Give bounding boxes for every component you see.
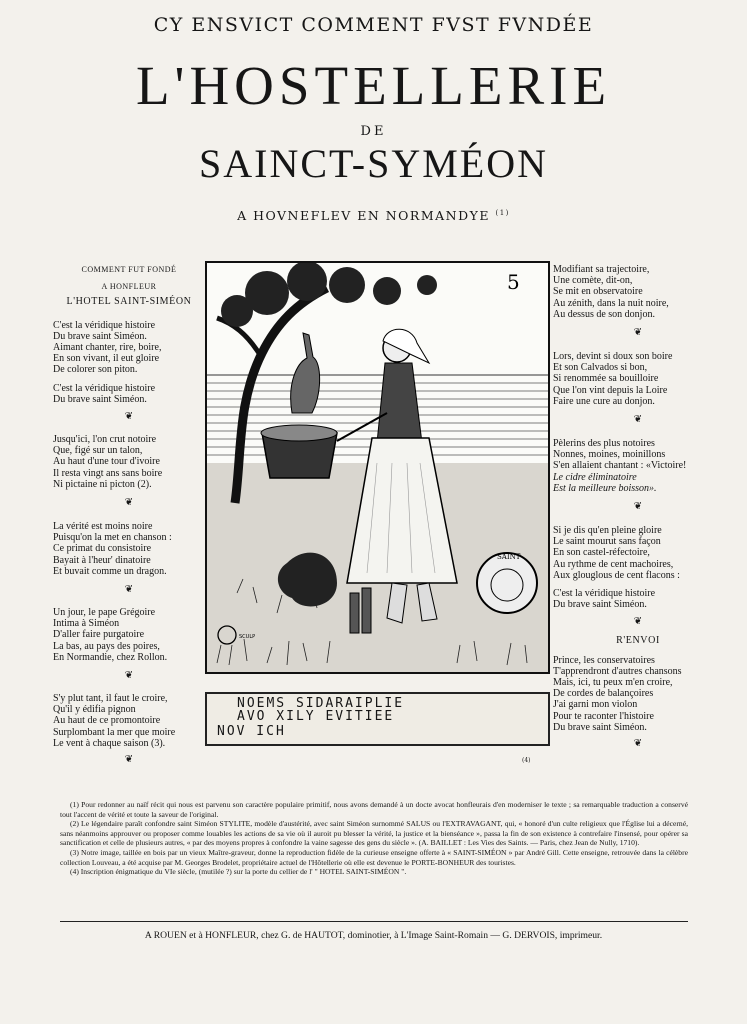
left-heading-3: L'HOTEL SAINT-SIMÉON	[66, 296, 192, 308]
verse-line: Qu'il y édifia pignon	[53, 704, 136, 716]
right-poem-column	[553, 264, 723, 755]
verse-line: Une comète, dit-on,	[553, 275, 633, 287]
plaque-line-1: NOEMS SIDARAIPLIE	[237, 696, 405, 711]
verse-line: En Normandie, chez Rollon.	[53, 651, 168, 663]
left-heading-1: COMMENT FUT FONDÉ	[81, 265, 177, 274]
verse-line: C'est la véridique histoire	[53, 382, 156, 394]
subtitle-text: A HOVNEFLEV EN NORMANDYE	[237, 208, 490, 223]
right-stanza-3	[553, 438, 723, 494]
verse-line: Prince, les conservatoires	[553, 654, 655, 666]
verse-line: Au rythme de cent machoires,	[553, 558, 674, 570]
verse-line: Aimant chanter, rire, boire,	[53, 342, 162, 354]
fleuron-ornament: ❦	[633, 414, 643, 426]
verse-line: Du brave saint Siméon.	[53, 393, 147, 405]
right-stanza-2	[553, 351, 723, 407]
envoi-title: R'ENVOI	[616, 635, 660, 647]
verse-line: Au haut de ce promontoire	[53, 715, 161, 727]
verse-line: Un jour, le pape Grégoire	[53, 607, 156, 619]
verse-line: Mais, ici, tu peux m'en croire,	[553, 677, 673, 689]
left-stanza-1	[53, 320, 205, 376]
engraver-signature: SCULP	[239, 634, 256, 640]
footnote-1: (1) Pour redonner au naïf récit qui nous est parvenu son caractère populaire primitif, nous avons demandé à un docte avocat honfleurais d'en moderniser le texte ; sa remarquable traduction a conservé tout l'accent de vérité et toute la saveur de l'original.	[60, 800, 688, 819]
plaque-footnote-ref: (4)	[522, 757, 531, 764]
title-line-1: L'HOSTELLERIE	[135, 55, 612, 116]
subtitle	[0, 208, 747, 223]
verse-line: La bas, au pays des poires,	[53, 640, 160, 652]
left-refrain-1	[53, 383, 205, 405]
verse-line: Que l'on vint depuis la Loire	[553, 384, 668, 396]
kicker-line: CY ENSVICT COMMENT FVST FVNDÉE	[153, 14, 594, 36]
printer-imprint: A ROUEN et à HONFLEUR, chez G. de HAUTOT, dominotier, à L'Image Saint-Romain — G. DERVOIS, imprimeur.	[144, 930, 603, 941]
verse-line: De colorer son piton.	[53, 364, 138, 376]
fleuron-ornament: ❦	[124, 754, 134, 766]
verse-line: Du brave saint Siméon.	[53, 330, 147, 342]
verse-line: Et son Calvados si bon,	[553, 362, 648, 374]
fleuron-ornament: ❦	[633, 738, 643, 750]
shield-sign-text: SAINT	[497, 553, 521, 561]
verse-line: J'ai garni mon violon	[553, 699, 638, 711]
verse-line: Jusqu'ici, l'on crut notoire	[53, 434, 157, 446]
right-stanza-4	[553, 525, 723, 581]
verse-line: Au zénith, dans la nuit noire,	[553, 297, 669, 309]
verse-line: Du brave saint Siméon.	[553, 599, 647, 611]
title-line-2: SAINCT-SYMÉON	[198, 141, 548, 186]
right-stanza-1	[553, 264, 723, 320]
verse-line: Est la meilleure boisson».	[553, 482, 657, 494]
fleuron-ornament: ❦	[124, 584, 134, 596]
verse-line: Si je dis qu'en pleine gloire	[553, 525, 662, 537]
left-stanza-2	[53, 434, 205, 490]
left-stanza-4	[53, 607, 205, 663]
verse-line: Si renommée sa bouilloire	[553, 373, 659, 385]
verse-line: Intima à Siméon	[53, 618, 120, 630]
verse-line: Le saint mourut sans façon	[553, 536, 661, 548]
verse-line: C'est la véridique histoire	[553, 588, 656, 600]
right-refrain	[553, 588, 723, 610]
verse-line: Au dessus de son donjon.	[553, 308, 655, 320]
footnotes	[60, 800, 688, 877]
envoi-stanza	[553, 655, 723, 733]
verse-line: Il resta vingt ans sans boire	[53, 467, 163, 479]
verse-line: D'aller faire purgatoire	[53, 629, 145, 641]
plate-number: 5	[507, 270, 520, 294]
verse-line: En son vivant, il eut gloire	[53, 353, 160, 365]
fleuron-ornament: ❦	[124, 497, 134, 509]
verse-line: T'apprendront d'autres chansons	[553, 665, 682, 677]
verse-line: De cordes de balançoires	[553, 688, 654, 700]
fleuron-ornament: ❦	[124, 670, 134, 682]
verse-line: Que, figé sur un talon,	[53, 445, 143, 457]
verse-line: Ni pictaine ni picton (2).	[53, 478, 152, 490]
left-poem-column	[53, 264, 205, 771]
verse-line: Surplombant la mer que moire	[53, 726, 176, 738]
footnote-2: (2) Le légendaire paraît confondre saint Siméon STYLITE, modèle d'austérité, avec saint Siméon surnommé SALUS ou l'EXTRAVAGANT, qui, « honoré d'un culte religieux que l'Église lui a décerné, sans néanmoins approuver ou proposer comme louables les actions de sa vie où il auroit pu blesser la vérité, la justice et la bienséance », passa la fin de son existence à contrefaire l'insensé, pour opérer sa sanctification et celle de plusieurs autres, « par des moyens propres à confondre la vaine sagesse des gens du siècle ». (A. BAILLET : Les Vies des Saints. — Paris, chez Jean de Nully, 1710).	[60, 819, 688, 848]
inscription-plaque	[205, 692, 550, 746]
verse-line: Puisqu'on la met en chanson :	[53, 532, 172, 544]
plaque-line-2: AVO XILY EVITIEE	[237, 709, 395, 724]
shield-sign	[477, 553, 537, 613]
plaque-line-3: NOV ICH	[217, 724, 286, 739]
verse-line: Ce primat du consistoire	[53, 543, 152, 555]
verse-line: C'est la véridique histoire	[53, 319, 156, 331]
verse-line: Aux glouglous de cent flacons :	[553, 569, 680, 581]
fleuron-ornament: ❦	[124, 411, 134, 423]
verse-line: Nonnes, moines, moinillons	[553, 449, 666, 461]
verse-line: Pèlerins des plus notoires	[553, 438, 655, 450]
left-stanza-5	[53, 693, 205, 749]
verse-line: Au haut d'une tour d'ivoire	[53, 456, 160, 468]
verse-line: Lors, devint si doux son boire	[553, 351, 673, 363]
verse-line: Modifiant sa trajectoire,	[553, 264, 650, 275]
verse-line: Et buvait comme un dragon.	[53, 565, 167, 577]
verse-line: S'y plut tant, il faut le croire,	[53, 693, 168, 705]
verse-line: La vérité est moins noire	[53, 521, 153, 533]
verse-line: Se mit en observatoire	[553, 286, 643, 298]
verse-line: Du brave saint Siméon.	[553, 721, 647, 733]
verse-line: Bayait à l'heur' dinatoire	[53, 554, 151, 566]
verse-line: Pour te raconter l'histoire	[553, 710, 654, 722]
footnote-3: (3) Notre image, taillée en bois par un vieux Maître-graveur, donne la reproduction fidèle de la curieuse enseigne offerte à « SAINT-SIMÉON » par André Gill. Cette enseigne, retrouvée dans la célèbre collection Louveau, a été acquise par M. Georges Brodelet, propriétaire actuel de l'Hôtellerie où elle est devenue le PORTE-BONHEUR des touristes.	[60, 847, 688, 867]
fleuron-ornament: ❦	[633, 501, 643, 513]
woodcut-drawing	[207, 263, 548, 672]
divider-rule	[60, 921, 688, 922]
left-stanza-3	[53, 521, 205, 577]
title-de: DE	[360, 124, 387, 139]
woodcut-illustration	[205, 261, 550, 674]
left-heading-2: A HONFLEUR	[101, 282, 157, 292]
verse-line: Faire une cure au donjon.	[553, 395, 655, 407]
footnote-4: (4) Inscription énigmatique du VIe siècle, (mutilée ?) sur la porte du cellier de l' " HOTEL SAINT-SIMÉON ".	[70, 867, 407, 877]
subtitle-footnote-ref: (1)	[495, 208, 510, 217]
verse-line: Le cidre éliminatoire	[553, 471, 637, 483]
verse-line: En son castel-réfectoire,	[553, 547, 650, 559]
fleuron-ornament: ❦	[633, 616, 643, 628]
fleuron-ornament: ❦	[633, 327, 643, 339]
verse-line: S'en allaient chantant : «Victoire!	[553, 460, 687, 472]
verse-line: Le vent à chaque saison (3).	[53, 737, 166, 749]
